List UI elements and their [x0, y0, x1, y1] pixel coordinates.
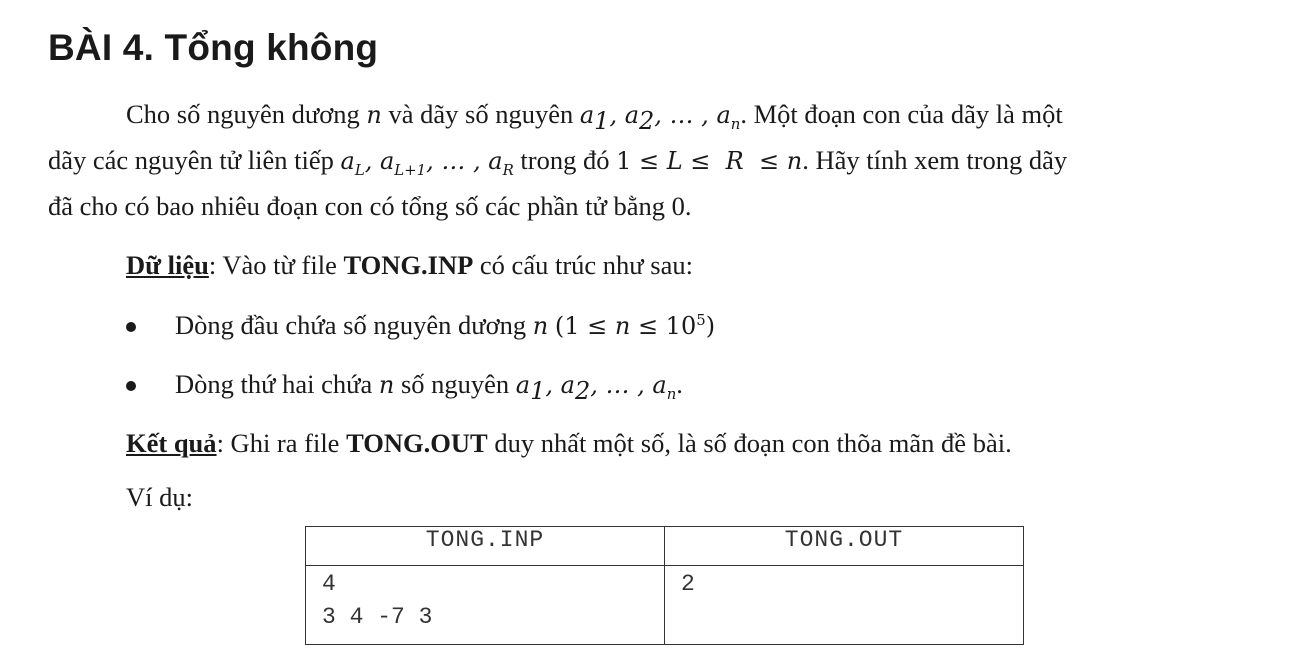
header-input-file: TONG.INP — [306, 527, 665, 566]
example-output-cell — [665, 566, 1024, 645]
example-label: Ví dụ: — [126, 482, 193, 512]
problem-page: BÀI 4. Tổng không Cho số nguyên dương n và dãy số nguyên $a_1$, $a_2$, … , $a_n$. Một đoạn con của dãy là một dãy các nguyên tử liên tiếp $a_L$, $a_{L+1}$, … , $a_R$ trong đó 1 ≤ L ≤ R ≤ n. Hãy tính xem trong dãy đã cho có bao nhiêu đoạn con có tổng số các phần tử bằng 0. Dữ liệu: Vào từ file TONG.INP có cấu trúc như sau: Dòng đầu chứa số nguyên dương n $(1 \le n \le 10^5)$ Dòng thứ hai chứa n số nguyên $a_1$, $a_2$, … , $a_n$. Kết quả: Ghi ra file TONG.OUT duy nhất một số, là số đoạn con thõa mãn đề bài. Ví dụ: TONG.INP TONG.OUT 4 3 4 -7 3 2 — [0, 0, 1305, 663]
problem-statement — [48, 92, 1288, 229]
header-output-file: TONG.OUT — [665, 527, 1024, 566]
problem-title: BÀI 4. Tổng không — [48, 27, 379, 68]
output-spec: Kết quả: Ghi ra file TONG.OUT duy nhất một số, là số đoạn con thõa mãn đề bài. — [126, 428, 1012, 458]
example-table — [305, 526, 1024, 645]
input-line: 4 — [322, 571, 336, 597]
input-line: 3 4 -7 3 — [322, 604, 433, 630]
statement-line-2: dãy các nguyên tử liên tiếp $a_L$, $a_{L+1}$, … , $a_R$ trong đó 1 ≤ L ≤ R ≤ n. Hãy tính xem trong dãy — [48, 145, 1068, 179]
example-input-cell — [306, 566, 665, 645]
statement-line-3: đã cho có bao nhiêu đoạn con có tổng số các phần tử bằng 0. — [48, 191, 692, 221]
table-header-row — [306, 527, 1024, 566]
input-spec: Dữ liệu: Vào từ file TONG.INP có cấu trúc như sau: — [126, 250, 693, 280]
output-line: 2 — [681, 571, 695, 597]
statement-line-1: Cho số nguyên dương n và dãy số nguyên $a_1$, $a_2$, … , $a_n$. Một đoạn con của dãy là một — [126, 99, 1063, 135]
table-row — [306, 566, 1024, 645]
